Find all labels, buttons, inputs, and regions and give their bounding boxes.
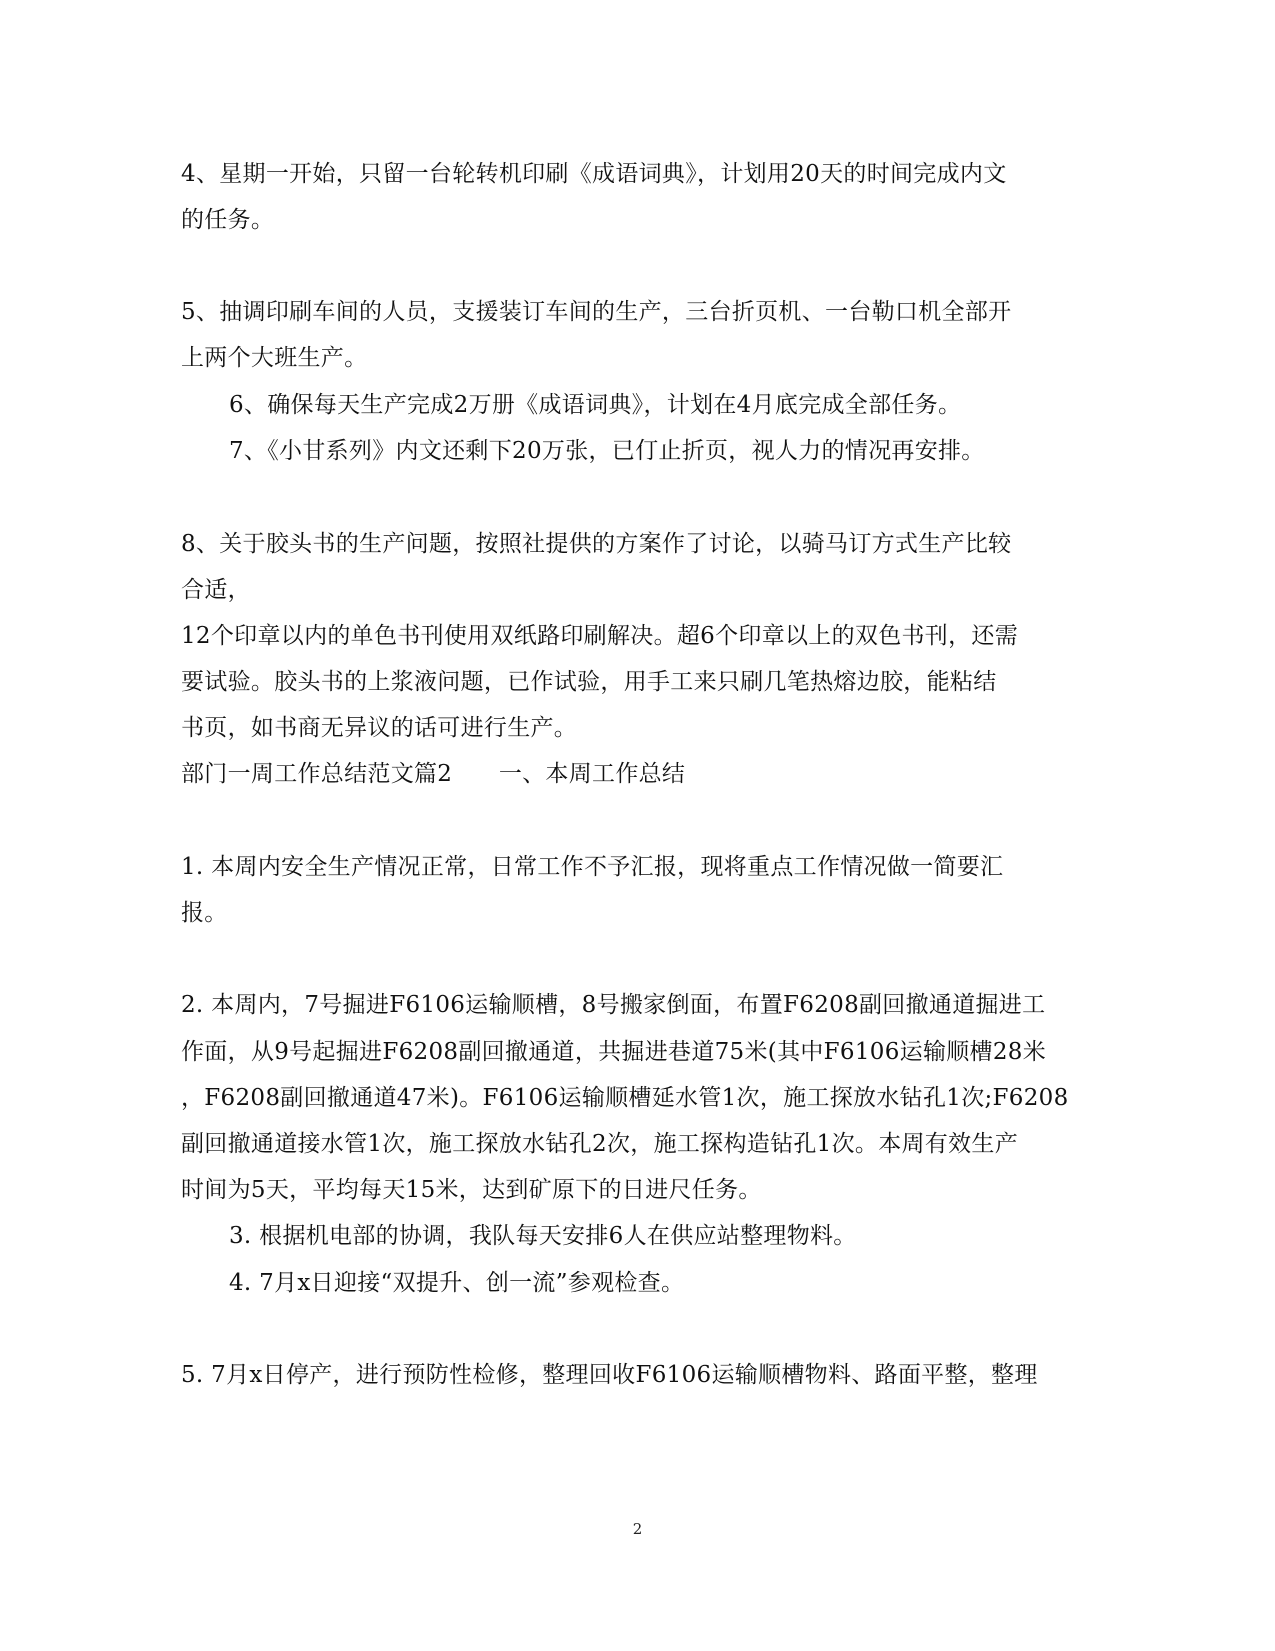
- paragraph-5-line-2: 上两个大班生产。: [181, 345, 368, 371]
- section-heading: 部门一周工作总结范文篇2 一、本周工作总结: [181, 761, 686, 787]
- item-2-line-1: 2. 本周内，7号掘进F6106运输顺槽，8号搬家倒面，布置F6208副回撤通道掘进工: [181, 992, 1046, 1018]
- item-4: 4. 7月x日迎接“双提升、创一流”参观检查。: [229, 1270, 685, 1296]
- item-2-line-4: 副回撤通道接水管1次，施工探放水钻孔2次，施工探构造钻孔1次。本周有效生产: [181, 1131, 1018, 1157]
- item-2-line-3: ，F6208副回撤通道47米)。F6106运输顺槽延水管1次，施工探放水钻孔1次;F6208: [181, 1085, 1069, 1111]
- paragraph-5-line-1: 5、抽调印刷车间的人员，支援装订车间的生产，三台折页机、一台勒口机全部开: [181, 299, 1012, 325]
- item-2-line-5: 时间为5天，平均每天15米，达到矿原下的日进尺任务。: [181, 1177, 762, 1203]
- paragraph-7: 7、《小甘系列》内文还剩下20万张，已仃止折页，视人力的情况再安排。: [229, 438, 985, 464]
- paragraph-6: 6、确保每天生产完成2万册《成语词典》，计划在4月底完成全部任务。: [229, 392, 962, 418]
- paragraph-8-line-5: 书页，如书商无异议的话可进行生产。: [181, 715, 578, 741]
- paragraph-4-line-1: 4、星期一开始，只留一台轮转机印刷《成语词典》，计划用20天的时间完成内文: [181, 161, 1007, 187]
- paragraph-4-line-2: 的任务。: [181, 207, 275, 233]
- paragraph-8-line-2: 合适，: [181, 577, 251, 603]
- paragraph-8-line-3: 12个印章以内的单色书刊使用双纸路印刷解决。超6个印章以上的双色书刊，还需: [181, 623, 1018, 649]
- paragraph-8-line-4: 要试验。胶头书的上浆液问题，已作试验，用手工来只刷几笔热熔边胶，能粘结: [181, 669, 997, 695]
- item-1-line-1: 1. 本周内安全生产情况正常，日常工作不予汇报，现将重点工作情况做一简要汇: [181, 854, 1004, 880]
- item-2-line-2: 作面，从9号起掘进F6208副回撤通道，共掘进巷道75米(其中F6106运输顺槽28米: [181, 1039, 1047, 1065]
- paragraph-8-line-1: 8、关于胶头书的生产问题，按照社提供的方案作了讨论，以骑马订方式生产比较: [181, 531, 1012, 557]
- item-1-line-2: 报。: [181, 900, 228, 926]
- page-number: 2: [632, 1520, 643, 1538]
- item-3: 3. 根据机电部的协调，我队每天安排6人在供应站整理物料。: [229, 1223, 857, 1249]
- item-5-line-1: 5. 7月x日停产，进行预防性检修，整理回收F6106运输顺槽物料、路面平整，整理: [181, 1362, 1038, 1388]
